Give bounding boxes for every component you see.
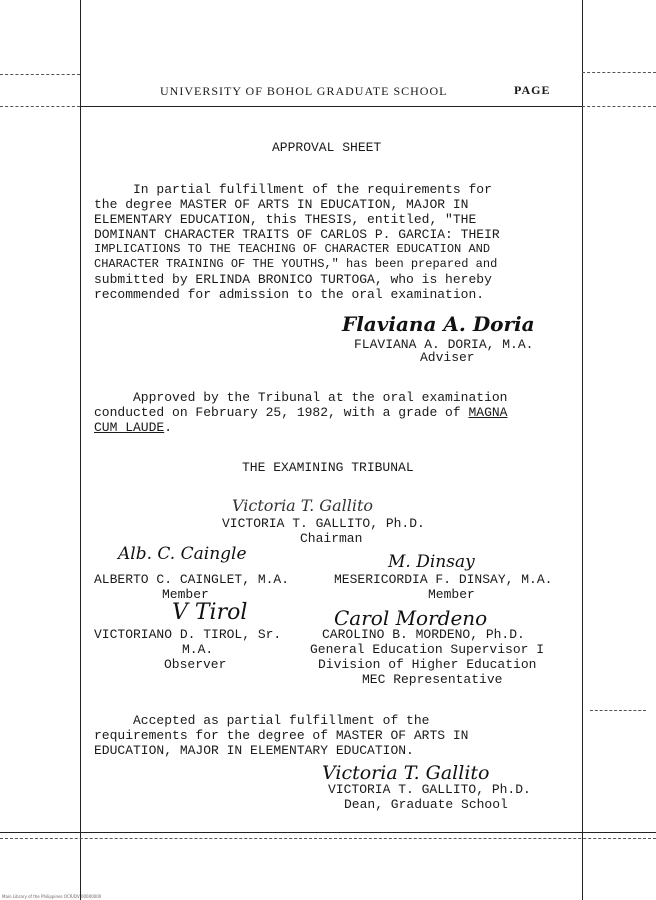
chairman-role: Chairman bbox=[300, 531, 363, 546]
right-side-dash-mid bbox=[590, 710, 646, 711]
header-right-dash bbox=[582, 72, 656, 73]
accepted-line: Accepted as partial fulfillment of the bbox=[94, 713, 430, 728]
observer-name: VICTORIANO D. TIROL, Sr. bbox=[94, 627, 282, 642]
header-right-dash-2 bbox=[582, 106, 656, 107]
dean-name: VICTORIA T. GALLITO, Ph.D. bbox=[328, 782, 531, 797]
sheet-title: APPROVAL SHEET bbox=[272, 140, 382, 155]
tribunal-title: THE EXAMINING TRIBUNAL bbox=[242, 460, 414, 475]
header-title: UNIVERSITY OF BOHOL GRADUATE SCHOOL bbox=[160, 84, 448, 98]
mec-rep-line-3: Division of Higher Education bbox=[318, 657, 537, 672]
member2-signature: M. Dinsay bbox=[388, 552, 475, 572]
observer-signature: V Tirol bbox=[172, 600, 248, 625]
footer-dash bbox=[0, 838, 656, 839]
right-margin-line bbox=[582, 0, 583, 900]
intro-line: ELEMENTARY EDUCATION, this THESIS, entitled, "THE bbox=[94, 212, 477, 227]
dean-signature: Victoria T. Gallito bbox=[322, 762, 490, 784]
adviser-signature: Flaviana A. Doria bbox=[342, 312, 535, 336]
intro-line: DOMINANT CHARACTER TRAITS OF CARLOS P. GARCIA: THEIR bbox=[94, 227, 500, 242]
approval-line-3-suffix: . bbox=[164, 420, 173, 435]
footer-rule bbox=[0, 832, 656, 833]
header-left-dash-2 bbox=[0, 106, 80, 107]
member2-role: Member bbox=[428, 587, 475, 602]
observer-role: Observer bbox=[164, 657, 227, 672]
grade-part-2: CUM LAUDE bbox=[94, 420, 165, 435]
header-page-label: PAGE bbox=[514, 83, 551, 97]
member1-signature: Alb. C. Caingle bbox=[118, 544, 247, 564]
adviser-role: Adviser bbox=[420, 350, 475, 365]
intro-line: submitted by ERLINDA BRONICO TURTOGA, who is hereby bbox=[94, 272, 492, 287]
left-margin-line bbox=[80, 0, 81, 900]
intro-line: recommended for admission to the oral examination. bbox=[94, 287, 485, 302]
observer-degree: M.A. bbox=[182, 642, 214, 657]
member2-name: MESERICORDIA F. DINSAY, M.A. bbox=[334, 572, 553, 587]
intro-line: In partial fulfillment of the requirements for bbox=[94, 182, 492, 197]
mec-rep-line-4: MEC Representative bbox=[362, 672, 503, 687]
adviser-name: FLAVIANA A. DORIA, M.A. bbox=[354, 337, 534, 352]
accepted-line: requirements for the degree of MASTER OF ARTS IN bbox=[94, 728, 469, 743]
chairman-name: VICTORIA T. GALLITO, Ph.D. bbox=[222, 516, 425, 531]
member1-name: ALBERTO C. CAINGLET, M.A. bbox=[94, 572, 290, 587]
footer-scan-note: Main Library of the Philippines OCR/DV 00000000 bbox=[2, 894, 102, 899]
header-rule bbox=[80, 106, 583, 107]
grade-part-1: MAGNA bbox=[468, 405, 508, 420]
intro-line: CHARACTER TRAINING OF THE YOUTHS," has been prepared and bbox=[94, 257, 498, 271]
mec-rep-line-2: General Education Supervisor I bbox=[310, 642, 545, 657]
dean-role: Dean, Graduate School bbox=[344, 797, 508, 812]
intro-line: the degree MASTER OF ARTS IN EDUCATION, MAJOR IN bbox=[94, 197, 469, 212]
mec-rep-signature: Carol Mordeno bbox=[334, 606, 488, 630]
mec-rep-name: CAROLINO B. MORDENO, Ph.D. bbox=[322, 627, 525, 642]
chairman-signature: Victoria T. Gallito bbox=[232, 496, 374, 515]
accepted-line: EDUCATION, MAJOR IN ELEMENTARY EDUCATION. bbox=[94, 743, 414, 758]
approval-line-1: Approved by the Tribunal at the oral examination bbox=[94, 390, 508, 405]
header-left-dash bbox=[0, 74, 80, 75]
approval-line-2-text: conducted on February 25, 1982, with a grade of bbox=[94, 405, 469, 420]
approval-line-3 bbox=[94, 420, 172, 435]
approval-line-2 bbox=[94, 405, 507, 420]
intro-line: IMPLICATIONS TO THE TEACHING OF CHARACTER EDUCATION AND bbox=[94, 242, 491, 256]
member1-role: Member bbox=[162, 587, 209, 602]
